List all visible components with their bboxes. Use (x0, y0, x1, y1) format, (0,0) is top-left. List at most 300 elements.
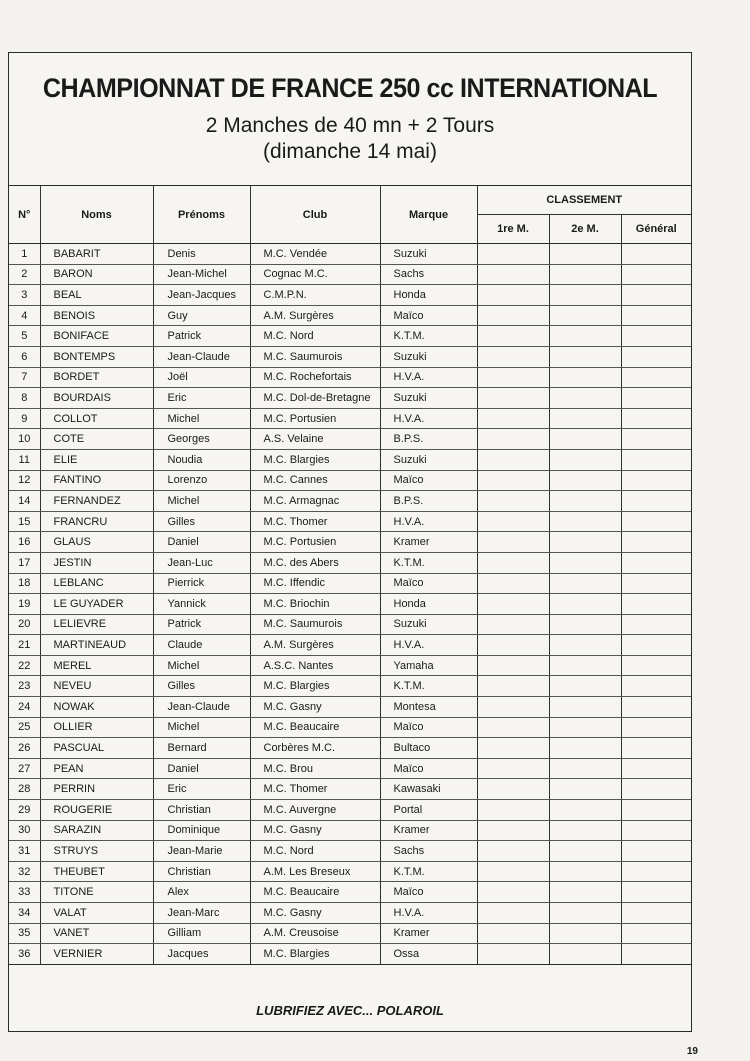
cell-num: 23 (9, 676, 40, 697)
cell-general (621, 429, 691, 450)
table-row (9, 841, 691, 862)
cell-club: M.C. Briochin (250, 594, 380, 615)
cell-general (621, 388, 691, 409)
cell-club: M.C. Thomer (250, 779, 380, 800)
cell-general (621, 944, 691, 965)
table-row (9, 429, 691, 450)
cell-nom: COTE (40, 429, 153, 450)
table-row (9, 285, 691, 306)
cell-prenom: Jean-Marie (153, 841, 250, 862)
table-row (9, 635, 691, 656)
table-row (9, 511, 691, 532)
results-sheet (8, 52, 692, 1032)
table-row (9, 449, 691, 470)
cell-manche-1 (477, 470, 549, 491)
table-row (9, 800, 691, 821)
cell-manche-1 (477, 779, 549, 800)
cell-club: M.C. Portusien (250, 408, 380, 429)
cell-marque: Kawasaki (380, 779, 477, 800)
cell-num: 31 (9, 841, 40, 862)
cell-manche-2 (549, 614, 621, 635)
cell-manche-1 (477, 655, 549, 676)
table-row (9, 367, 691, 388)
cell-club: C.M.P.N. (250, 285, 380, 306)
cell-num: 5 (9, 326, 40, 347)
cell-prenom: Michel (153, 408, 250, 429)
cell-prenom: Denis (153, 244, 250, 265)
cell-manche-1 (477, 676, 549, 697)
cell-prenom: Jean-Marc (153, 903, 250, 924)
table-row (9, 305, 691, 326)
cell-manche-2 (549, 635, 621, 656)
cell-general (621, 882, 691, 903)
cell-manche-1 (477, 717, 549, 738)
cell-manche-2 (549, 326, 621, 347)
cell-nom: BONIFACE (40, 326, 153, 347)
table-row (9, 903, 691, 924)
cell-nom: FERNANDEZ (40, 491, 153, 512)
cell-prenom: Gilliam (153, 923, 250, 944)
cell-general (621, 820, 691, 841)
cell-club: M.C. Portusien (250, 532, 380, 553)
table-row (9, 758, 691, 779)
cell-club: M.C. Cannes (250, 470, 380, 491)
cell-nom: VALAT (40, 903, 153, 924)
cell-marque: B.P.S. (380, 491, 477, 512)
cell-manche-1 (477, 820, 549, 841)
cell-club: M.C. Beaucaire (250, 882, 380, 903)
cell-nom: NOWAK (40, 697, 153, 718)
cell-prenom: Michel (153, 717, 250, 738)
header-nom: Noms (40, 186, 153, 244)
cell-prenom: Pierrick (153, 573, 250, 594)
cell-num: 22 (9, 655, 40, 676)
cell-club: M.C. Dol-de-Bretagne (250, 388, 380, 409)
cell-general (621, 532, 691, 553)
cell-club: A.M. Creusoise (250, 923, 380, 944)
cell-general (621, 326, 691, 347)
cell-nom: BEAL (40, 285, 153, 306)
table-row (9, 738, 691, 759)
cell-general (621, 552, 691, 573)
cell-general (621, 408, 691, 429)
cell-manche-1 (477, 573, 549, 594)
cell-nom: BABARIT (40, 244, 153, 265)
cell-manche-2 (549, 388, 621, 409)
cell-manche-2 (549, 758, 621, 779)
cell-nom: LELIEVRE (40, 614, 153, 635)
cell-manche-2 (549, 285, 621, 306)
cell-manche-1 (477, 594, 549, 615)
cell-club: A.S. Velaine (250, 429, 380, 450)
cell-manche-1 (477, 944, 549, 965)
cell-prenom: Gilles (153, 511, 250, 532)
cell-manche-1 (477, 841, 549, 862)
cell-nom: SARAZIN (40, 820, 153, 841)
table-row (9, 861, 691, 882)
cell-nom: BOURDAIS (40, 388, 153, 409)
cell-num: 18 (9, 573, 40, 594)
cell-manche-1 (477, 367, 549, 388)
sheet-header (9, 53, 691, 186)
cell-num: 35 (9, 923, 40, 944)
cell-general (621, 758, 691, 779)
table-row (9, 244, 691, 265)
cell-marque: Suzuki (380, 388, 477, 409)
cell-general (621, 738, 691, 759)
header-num: N° (9, 186, 40, 244)
cell-nom: VERNIER (40, 944, 153, 965)
cell-marque: K.T.M. (380, 326, 477, 347)
cell-prenom: Jacques (153, 944, 250, 965)
table-row (9, 388, 691, 409)
header-marque: Marque (380, 186, 477, 244)
cell-num: 25 (9, 717, 40, 738)
cell-club: M.C. Iffendic (250, 573, 380, 594)
cell-nom: MEREL (40, 655, 153, 676)
cell-manche-1 (477, 614, 549, 635)
cell-general (621, 800, 691, 821)
cell-nom: VANET (40, 923, 153, 944)
cell-marque: Sachs (380, 841, 477, 862)
cell-manche-2 (549, 800, 621, 821)
cell-general (621, 655, 691, 676)
cell-manche-1 (477, 326, 549, 347)
cell-club: M.C. Rochefortais (250, 367, 380, 388)
cell-marque: Ossa (380, 944, 477, 965)
entrants-table (9, 186, 691, 965)
cell-general (621, 717, 691, 738)
cell-num: 7 (9, 367, 40, 388)
page-title: CHAMPIONNAT DE FRANCE 250 cc INTERNATIONAL (42, 73, 658, 103)
cell-nom: FANTINO (40, 470, 153, 491)
cell-manche-1 (477, 491, 549, 512)
cell-club: M.C. Gasny (250, 903, 380, 924)
cell-nom: STRUYS (40, 841, 153, 862)
cell-nom: THEUBET (40, 861, 153, 882)
cell-num: 36 (9, 944, 40, 965)
header-club: Club (250, 186, 380, 244)
cell-num: 24 (9, 697, 40, 718)
cell-prenom: Gilles (153, 676, 250, 697)
cell-marque: Maïco (380, 717, 477, 738)
cell-manche-1 (477, 532, 549, 553)
cell-manche-2 (549, 305, 621, 326)
sponsor-slogan: LUBRIFIEZ AVEC... POLAROIL (256, 1003, 444, 1018)
cell-nom: JESTIN (40, 552, 153, 573)
cell-manche-1 (477, 635, 549, 656)
cell-manche-2 (549, 367, 621, 388)
cell-prenom: Lorenzo (153, 470, 250, 491)
cell-marque: Suzuki (380, 614, 477, 635)
cell-manche-2 (549, 903, 621, 924)
cell-marque: H.V.A. (380, 511, 477, 532)
cell-prenom: Guy (153, 305, 250, 326)
cell-num: 8 (9, 388, 40, 409)
cell-manche-1 (477, 285, 549, 306)
cell-prenom: Daniel (153, 532, 250, 553)
table-row (9, 532, 691, 553)
table-row (9, 923, 691, 944)
cell-prenom: Alex (153, 882, 250, 903)
cell-num: 19 (9, 594, 40, 615)
header-general: Général (621, 215, 691, 244)
cell-num: 1 (9, 244, 40, 265)
cell-club: Corbères M.C. (250, 738, 380, 759)
cell-general (621, 367, 691, 388)
cell-prenom: Michel (153, 491, 250, 512)
cell-manche-2 (549, 491, 621, 512)
cell-nom: PERRIN (40, 779, 153, 800)
cell-marque: Montesa (380, 697, 477, 718)
cell-marque: Suzuki (380, 449, 477, 470)
table-row (9, 573, 691, 594)
table-row (9, 614, 691, 635)
cell-nom: ROUGERIE (40, 800, 153, 821)
cell-num: 11 (9, 449, 40, 470)
cell-prenom: Eric (153, 388, 250, 409)
cell-marque: Maïco (380, 470, 477, 491)
cell-marque: H.V.A. (380, 408, 477, 429)
cell-num: 26 (9, 738, 40, 759)
cell-general (621, 449, 691, 470)
cell-manche-1 (477, 861, 549, 882)
header-manche-1: 1re M. (477, 215, 549, 244)
cell-club: M.C. Brou (250, 758, 380, 779)
header-prenom: Prénoms (153, 186, 250, 244)
cell-general (621, 244, 691, 265)
cell-general (621, 346, 691, 367)
cell-prenom: Dominique (153, 820, 250, 841)
cell-marque: Sachs (380, 264, 477, 285)
cell-num: 33 (9, 882, 40, 903)
cell-manche-1 (477, 264, 549, 285)
cell-manche-1 (477, 305, 549, 326)
cell-prenom: Joël (153, 367, 250, 388)
page-number: 19 (686, 1046, 698, 1057)
cell-manche-2 (549, 532, 621, 553)
cell-marque: Suzuki (380, 244, 477, 265)
cell-general (621, 594, 691, 615)
table-row (9, 697, 691, 718)
cell-general (621, 923, 691, 944)
cell-num: 2 (9, 264, 40, 285)
cell-num: 6 (9, 346, 40, 367)
cell-num: 34 (9, 903, 40, 924)
cell-manche-1 (477, 552, 549, 573)
cell-num: 12 (9, 470, 40, 491)
cell-prenom: Bernard (153, 738, 250, 759)
cell-manche-1 (477, 244, 549, 265)
cell-marque: K.T.M. (380, 552, 477, 573)
cell-manche-1 (477, 923, 549, 944)
cell-prenom: Daniel (153, 758, 250, 779)
cell-manche-2 (549, 573, 621, 594)
table-row (9, 594, 691, 615)
cell-general (621, 264, 691, 285)
cell-manche-1 (477, 449, 549, 470)
header-classement: CLASSEMENT (477, 186, 691, 215)
cell-prenom: Patrick (153, 326, 250, 347)
cell-manche-1 (477, 903, 549, 924)
cell-club: A.S.C. Nantes (250, 655, 380, 676)
cell-general (621, 470, 691, 491)
cell-general (621, 635, 691, 656)
cell-marque: Maïco (380, 758, 477, 779)
cell-marque: Bultaco (380, 738, 477, 759)
cell-prenom: Yannick (153, 594, 250, 615)
cell-nom: PASCUAL (40, 738, 153, 759)
race-format: 2 Manches de 40 mn + 2 Tours (205, 114, 495, 137)
cell-club: M.C. Auvergne (250, 800, 380, 821)
cell-club: A.M. Les Breseux (250, 861, 380, 882)
cell-nom: LEBLANC (40, 573, 153, 594)
cell-marque: Yamaha (380, 655, 477, 676)
table-row (9, 491, 691, 512)
cell-marque: B.P.S. (380, 429, 477, 450)
cell-manche-2 (549, 264, 621, 285)
cell-manche-2 (549, 594, 621, 615)
cell-marque: H.V.A. (380, 367, 477, 388)
cell-num: 30 (9, 820, 40, 841)
cell-manche-2 (549, 470, 621, 491)
cell-manche-1 (477, 882, 549, 903)
table-row (9, 552, 691, 573)
cell-marque: Kramer (380, 532, 477, 553)
cell-club: M.C. Vendée (250, 244, 380, 265)
cell-manche-2 (549, 717, 621, 738)
table-row (9, 408, 691, 429)
race-date: (dimanche 14 mai) (263, 140, 437, 163)
cell-marque: K.T.M. (380, 676, 477, 697)
cell-num: 15 (9, 511, 40, 532)
cell-prenom: Georges (153, 429, 250, 450)
cell-manche-2 (549, 841, 621, 862)
cell-marque: Honda (380, 285, 477, 306)
cell-nom: COLLOT (40, 408, 153, 429)
cell-club: M.C. Nord (250, 326, 380, 347)
cell-num: 17 (9, 552, 40, 573)
cell-prenom: Christian (153, 861, 250, 882)
cell-manche-1 (477, 429, 549, 450)
table-row (9, 326, 691, 347)
table-row (9, 820, 691, 841)
cell-club: M.C. Gasny (250, 697, 380, 718)
cell-num: 28 (9, 779, 40, 800)
cell-nom: BARON (40, 264, 153, 285)
cell-prenom: Jean-Jacques (153, 285, 250, 306)
cell-manche-2 (549, 882, 621, 903)
cell-club: M.C. Blargies (250, 449, 380, 470)
cell-club: M.C. Saumurois (250, 614, 380, 635)
cell-manche-2 (549, 346, 621, 367)
cell-num: 14 (9, 491, 40, 512)
cell-prenom: Jean-Michel (153, 264, 250, 285)
cell-num: 9 (9, 408, 40, 429)
cell-general (621, 861, 691, 882)
cell-manche-2 (549, 552, 621, 573)
cell-general (621, 841, 691, 862)
cell-marque: Maïco (380, 573, 477, 594)
cell-prenom: Jean-Luc (153, 552, 250, 573)
cell-manche-2 (549, 861, 621, 882)
cell-prenom: Christian (153, 800, 250, 821)
cell-manche-2 (549, 676, 621, 697)
cell-general (621, 305, 691, 326)
cell-marque: Honda (380, 594, 477, 615)
cell-club: M.C. Blargies (250, 676, 380, 697)
table-row (9, 882, 691, 903)
cell-manche-2 (549, 697, 621, 718)
cell-prenom: Eric (153, 779, 250, 800)
cell-marque: K.T.M. (380, 861, 477, 882)
cell-manche-1 (477, 738, 549, 759)
cell-club: M.C. Beaucaire (250, 717, 380, 738)
cell-manche-2 (549, 449, 621, 470)
cell-nom: MARTINEAUD (40, 635, 153, 656)
table-row (9, 717, 691, 738)
cell-marque: Portal (380, 800, 477, 821)
cell-num: 16 (9, 532, 40, 553)
cell-club: M.C. des Abers (250, 552, 380, 573)
cell-manche-1 (477, 408, 549, 429)
cell-marque: Suzuki (380, 346, 477, 367)
cell-general (621, 491, 691, 512)
cell-manche-1 (477, 800, 549, 821)
cell-manche-2 (549, 408, 621, 429)
cell-club: M.C. Blargies (250, 944, 380, 965)
table-row (9, 779, 691, 800)
cell-num: 4 (9, 305, 40, 326)
cell-num: 3 (9, 285, 40, 306)
cell-club: M.C. Thomer (250, 511, 380, 532)
cell-nom: ELIE (40, 449, 153, 470)
cell-general (621, 573, 691, 594)
cell-manche-1 (477, 388, 549, 409)
cell-num: 32 (9, 861, 40, 882)
cell-num: 21 (9, 635, 40, 656)
entrants-rows (9, 244, 691, 965)
cell-prenom: Jean-Claude (153, 346, 250, 367)
cell-nom: BONTEMPS (40, 346, 153, 367)
cell-nom: PEAN (40, 758, 153, 779)
cell-nom: NEVEU (40, 676, 153, 697)
cell-marque: Kramer (380, 820, 477, 841)
table-row (9, 676, 691, 697)
cell-nom: LE GUYADER (40, 594, 153, 615)
cell-prenom: Patrick (153, 614, 250, 635)
cell-nom: TITONE (40, 882, 153, 903)
cell-nom: FRANCRU (40, 511, 153, 532)
cell-general (621, 779, 691, 800)
cell-num: 20 (9, 614, 40, 635)
cell-nom: BORDET (40, 367, 153, 388)
header-manche-2: 2e M. (549, 215, 621, 244)
cell-manche-2 (549, 923, 621, 944)
cell-num: 10 (9, 429, 40, 450)
table-row (9, 470, 691, 491)
cell-club: M.C. Saumurois (250, 346, 380, 367)
cell-num: 27 (9, 758, 40, 779)
cell-marque: Kramer (380, 923, 477, 944)
cell-manche-1 (477, 697, 549, 718)
cell-prenom: Jean-Claude (153, 697, 250, 718)
cell-manche-2 (549, 820, 621, 841)
cell-club: M.C. Gasny (250, 820, 380, 841)
cell-prenom: Claude (153, 635, 250, 656)
table-row (9, 346, 691, 367)
cell-num: 29 (9, 800, 40, 821)
